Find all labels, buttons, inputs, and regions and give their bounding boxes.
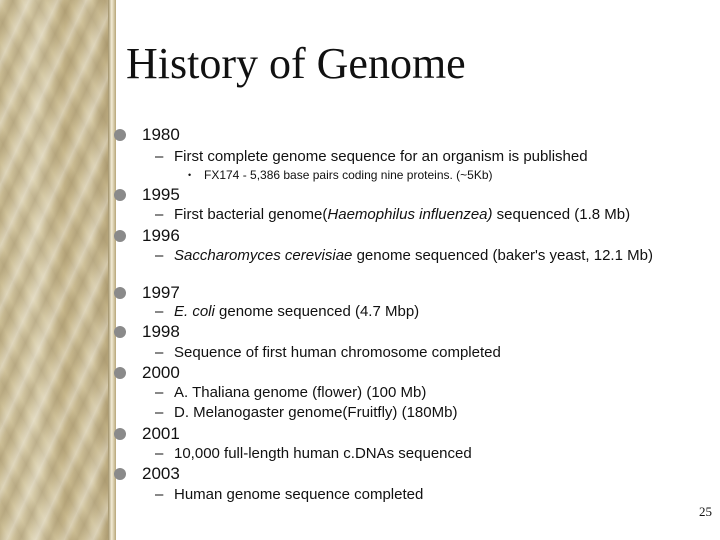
year-1997: 1997 bbox=[142, 283, 180, 302]
slide-title: History of Genome bbox=[126, 39, 466, 88]
dash-icon: – bbox=[155, 384, 164, 401]
marble-side-panel bbox=[0, 0, 108, 540]
year-2003: 2003 bbox=[142, 464, 180, 483]
bullet-icon bbox=[114, 129, 126, 141]
item-1980-text: First complete genome sequence for an organism is published bbox=[174, 148, 588, 165]
item-2000-text-1: A. Thaliana genome (flower) (100 Mb) bbox=[174, 384, 427, 401]
bullet-icon bbox=[114, 468, 126, 480]
bullet-icon bbox=[114, 326, 126, 338]
dash-icon: – bbox=[155, 486, 164, 503]
bullet-icon bbox=[114, 428, 126, 440]
dash-icon: – bbox=[155, 206, 164, 223]
year-1980: 1980 bbox=[142, 125, 180, 144]
dash-icon: – bbox=[155, 247, 164, 264]
dash-icon: – bbox=[155, 148, 164, 165]
dash-icon: – bbox=[155, 445, 164, 462]
bullet-icon bbox=[114, 367, 126, 379]
item-1980-detail: FX174 - 5,386 base pairs coding nine proteins. (~5Kb) bbox=[204, 168, 493, 182]
year-1996: 1996 bbox=[142, 226, 180, 245]
page-number: 25 bbox=[699, 504, 712, 519]
item-1995-text: First bacterial genome(Haemophilus influenzea) sequenced (1.8 Mb) bbox=[174, 206, 631, 223]
item-1998-text: Sequence of first human chromosome completed bbox=[174, 344, 501, 361]
year-2000: 2000 bbox=[142, 363, 180, 382]
dash-icon: – bbox=[155, 344, 164, 361]
small-bullet-icon: • bbox=[188, 170, 192, 180]
dash-icon: – bbox=[155, 303, 164, 320]
year-1995: 1995 bbox=[142, 185, 180, 204]
bullet-icon bbox=[114, 189, 126, 201]
year-2001: 2001 bbox=[142, 424, 180, 443]
item-1996-text: Saccharomyces cerevisiae genome sequenced (baker's yeast, 12.1 Mb) bbox=[174, 247, 653, 264]
item-1997-text: E. coli genome sequenced (4.7 Mbp) bbox=[174, 303, 420, 320]
item-2000-text-2: D. Melanogaster genome(Fruitfly) (180Mb) bbox=[174, 404, 458, 421]
item-2003-text: Human genome sequence completed bbox=[174, 486, 424, 503]
bullet-icon bbox=[114, 230, 126, 242]
side-panel-bevel bbox=[108, 0, 116, 540]
year-1998: 1998 bbox=[142, 322, 180, 341]
item-2001-text: 10,000 full-length human c.DNAs sequenced bbox=[174, 445, 472, 462]
bullet-icon bbox=[114, 287, 126, 299]
dash-icon: – bbox=[155, 404, 164, 421]
